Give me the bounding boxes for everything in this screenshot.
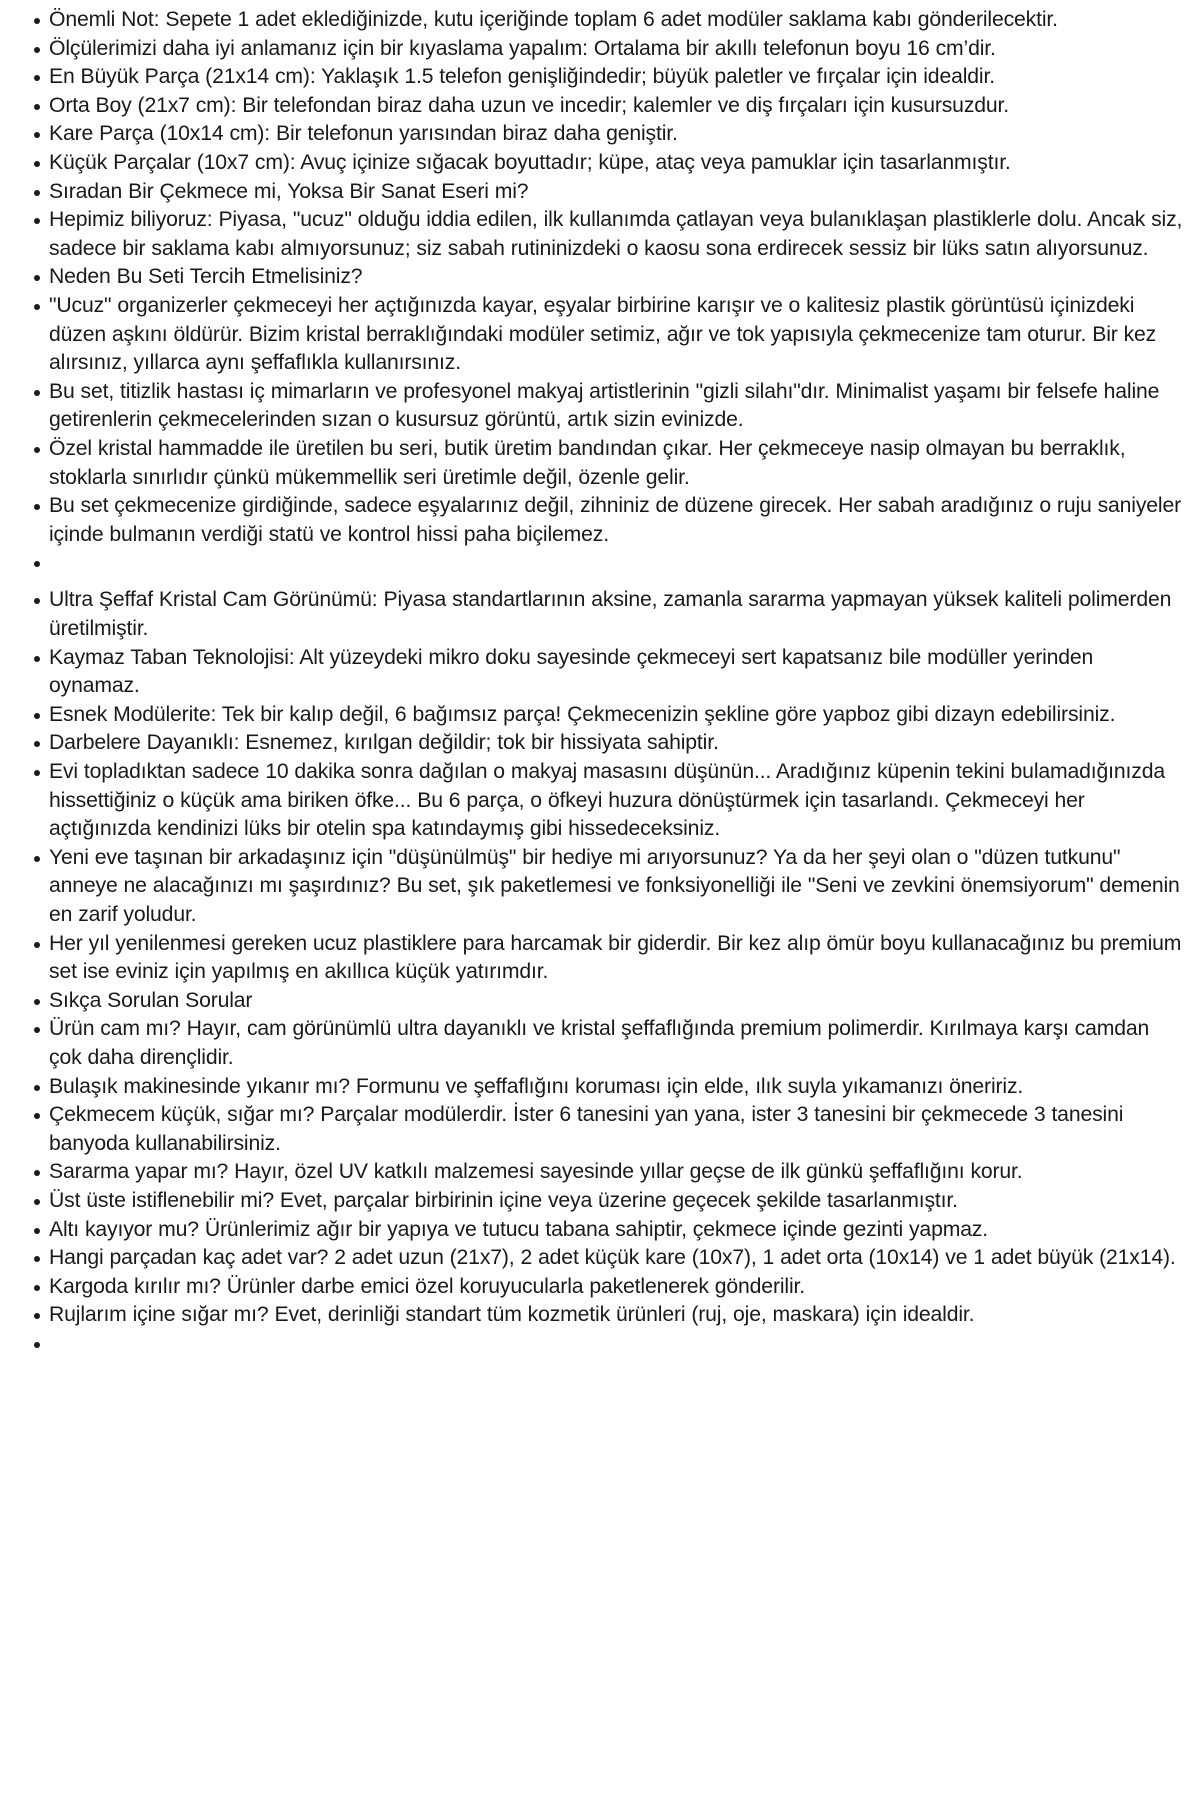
list-item — [14, 844, 1186, 930]
list-item-text: Ölçülerimizi daha iyi anlamanız için bir kıyaslama yapalım: Ortalama bir akıllı telefonun boyu 16 cm’dir. — [49, 36, 996, 60]
list-item — [14, 206, 1189, 263]
list-item-text: Hepimiz biliyoruz: Piyasa, "ucuz" olduğu iddia edilen, ilk kullanımda çatlayan veya bulanıklaşan plastiklerle dolu. Ancak siz, sadece bir saklama kabı almıyorsunuz; siz sabah rutininizdeki o kaosu sona erdirecek sessiz bir lüks satın alıyorsunuz. — [49, 208, 1189, 260]
list-item — [14, 1101, 1186, 1158]
list-item-text: Sıradan Bir Çekmece mi, Yoksa Bir Sanat Eseri mi? — [49, 179, 529, 203]
list-item-text: Rujlarım içine sığar mı? Evet, derinliği standart tüm kozmetik ürünleri (ruj, oje, maskara) için idealdir. — [49, 1303, 975, 1327]
list-item-text: Hangi parçadan kaç adet var? 2 adet uzun (21x7), 2 adet küçük kare (10x7), 1 adet orta (10x14) ve 1 adet büyük (21x14). — [49, 1246, 1176, 1270]
list-item — [14, 701, 1186, 730]
list-item — [14, 1187, 1186, 1216]
list-item-text: Kargoda kırılır mı? Ürünler darbe emici özel koruyucularla paketlenerek gönderilir. — [49, 1274, 805, 1298]
list-item-text: Özel kristal hammadde ile üretilen bu seri, butik üretim bandından çıkar. Her çekmeceye nasip olmayan bu berraklık, stoklarla sınırlıdır çünkü mükemmellik seri üretimle değil, özenle gelir. — [49, 436, 1132, 489]
list-item-text: Sıkça Sorulan Sorular — [49, 988, 253, 1012]
list-item-text: Bu set, titizlik hastası iç mimarların ve profesyonel makyaj artistlerinin "gizli silahı"dır. Minimalist yaşamı bir felsefe haline getirenlerin çekmecelerinden sızan o kusursuz görüntü, artık sizin evinizde. — [49, 379, 1166, 432]
list-item — [14, 149, 1186, 178]
list-item — [14, 758, 1186, 844]
list-item — [14, 1273, 1186, 1302]
list-item-text: Bu set çekmecenize girdiğinde, sadece eşyalarınız değil, zihniniz de düzene girecek. Her sabah aradığınız o ruju saniyeler içinde bulmanın verdiği statü ve kontrol hissi paha biçilemez. — [49, 494, 1187, 546]
list-item-text: En Büyük Parça (21x14 cm): Yaklaşık 1.5 telefon genişliğindedir; büyük paletler ve fırçalar için idealdir. — [49, 65, 995, 89]
list-item-text: Neden Bu Seti Tercih Etmelisiniz? — [49, 265, 363, 289]
product-description-bullet-list — [14, 6, 1189, 1367]
list-item-text: Yeni eve taşınan bir arkadaşınız için "düşünülmüş" bir hediye mi arıyorsunuz? Ya da her şeyi olan o "düzen tutkunu" anneye ne alacağınızı mı şaşırdınız? Bu set, şık paketlemesi ve fonksiyonelliği ile "Seni ve zevkini önemsiyorum" demenin en zarif yoludur. — [49, 845, 1186, 926]
list-item — [14, 1330, 1186, 1367]
list-item-text: Evi topladıktan sadece 10 dakika sonra dağılan o makyaj masasını düşünün... Aradığınız küpenin tekini bulamadığınızda hissettiğiniz o küçük ama biriken öfke... Bu 6 parça, o öfkeyi huzura dönüştürmek için tasarlandı. Çekmeceyi her açtığınızda kendinizi lüks bir otelin spa katındaymış gibi hissedeceksiniz. — [49, 760, 1171, 841]
list-item-text: Her yıl yenilenmesi gereken ucuz plastiklere para harcamak bir giderdir. Bir kez alıp ömür boyu kullanacağınız bu premium set ise eviniz için yapılmış en akıllıca küçük yatırımdır. — [49, 931, 1188, 984]
list-item — [14, 1301, 1186, 1330]
list-item-text: Üst üste istiflenebilir mi? Evet, parçalar birbirinin içine veya üzerine geçecek şekilde tasarlanmıştır. — [49, 1188, 958, 1212]
list-item — [14, 1158, 1186, 1187]
list-item — [14, 35, 1186, 64]
list-item — [14, 292, 1186, 378]
list-item-text: Ürün cam mı? Hayır, cam görünümlü ultra dayanıklı ve kristal şeffaflığında premium polimerdir. Kırılmaya karşı camdan çok daha dirençlidir. — [49, 1017, 1156, 1069]
list-item — [14, 6, 1186, 35]
list-item-text: "Ucuz" organizerler çekmeceyi her açtığınızda kayar, eşyalar birbirine karışır ve o kalitesiz plastik görüntüsü içinizdeki düzen aşkını öldürür. Bizim kristal berraklığındaki modüler setimiz, ağır ve tok yapısıyla çekmecenize tam oturur. Bir kez alırsınız, yıllarca aynı şeffaflıkla kullanırsınız. — [49, 293, 1163, 375]
list-item-text: Bulaşık makinesinde yıkanır mı? Formunu ve şeffaflığını koruması için elde, ılık suyla yıkamanızı öneririz. — [49, 1074, 1024, 1098]
list-item — [14, 63, 1186, 92]
list-item — [14, 492, 1186, 549]
list-item — [14, 549, 1186, 586]
list-item-text: Kare Parça (10x14 cm): Bir telefonun yarısından biraz daha geniştir. — [49, 122, 678, 146]
list-item — [14, 263, 1186, 292]
list-item-text: Ultra Şeffaf Kristal Cam Görünümü: Piyasa standartlarının aksine, zamanla sararma yapmayan yüksek kaliteli polimerden üretilmiştir. — [49, 588, 1178, 641]
list-item — [14, 729, 1186, 758]
list-item-text: Önemli Not: Sepete 1 adet eklediğinizde, kutu içeriğinde toplam 6 adet modüler saklama kabı gönderilecektir. — [49, 8, 1058, 31]
list-item — [14, 586, 1186, 643]
list-item-text: Sararma yapar mı? Hayır, özel UV katkılı malzemesi sayesinde yıllar geçse de ilk günkü şeffaflığını korur. — [49, 1160, 1023, 1184]
list-item — [14, 1015, 1186, 1072]
list-item-text: Esnek Modülerite: Tek bir kalıp değil, 6 bağımsız parça! Çekmecenizin şekline göre yapboz gibi dizayn edebilirsiniz. — [49, 702, 1116, 726]
list-item — [14, 987, 1186, 1016]
list-item — [14, 644, 1186, 701]
list-item — [14, 1073, 1186, 1102]
list-item-text: Orta Boy (21x7 cm): Bir telefondan biraz daha uzun ve incedir; kalemler ve diş fırçaları için kusursuzdur. — [49, 93, 1010, 117]
list-item — [14, 92, 1186, 121]
list-item-text: Darbelere Dayanıklı: Esnemez, kırılgan değildir; tok bir hissiyata sahiptir. — [49, 731, 719, 755]
list-item — [14, 120, 1186, 149]
list-item — [14, 435, 1186, 492]
list-item — [14, 1244, 1186, 1273]
list-item-text: Altı kayıyor mu? Ürünlerimiz ağır bir yapıya ve tutucu tabana sahiptir, çekmece içinde gezinti yapmaz. — [49, 1217, 989, 1241]
list-item — [14, 178, 1186, 207]
list-item-text: Çekmecem küçük, sığar mı? Parçalar modülerdir. İster 6 tanesini yan yana, ister 3 tanesini bir çekmecede 3 tanesini banyoda kullanabilirsiniz. — [49, 1103, 1130, 1155]
list-item — [14, 1216, 1186, 1245]
list-item — [14, 930, 1186, 987]
list-item — [14, 378, 1186, 435]
list-item-text: Kaymaz Taban Teknolojisi: Alt yüzeydeki mikro doku sayesinde çekmeceyi sert kapatsanız bile modüller yerinden oynamaz. — [49, 645, 1100, 698]
list-item-text: Küçük Parçalar (10x7 cm): Avuç içinize sığacak boyuttadır; küpe, ataç veya pamuklar için tasarlanmıştır. — [49, 150, 1011, 174]
